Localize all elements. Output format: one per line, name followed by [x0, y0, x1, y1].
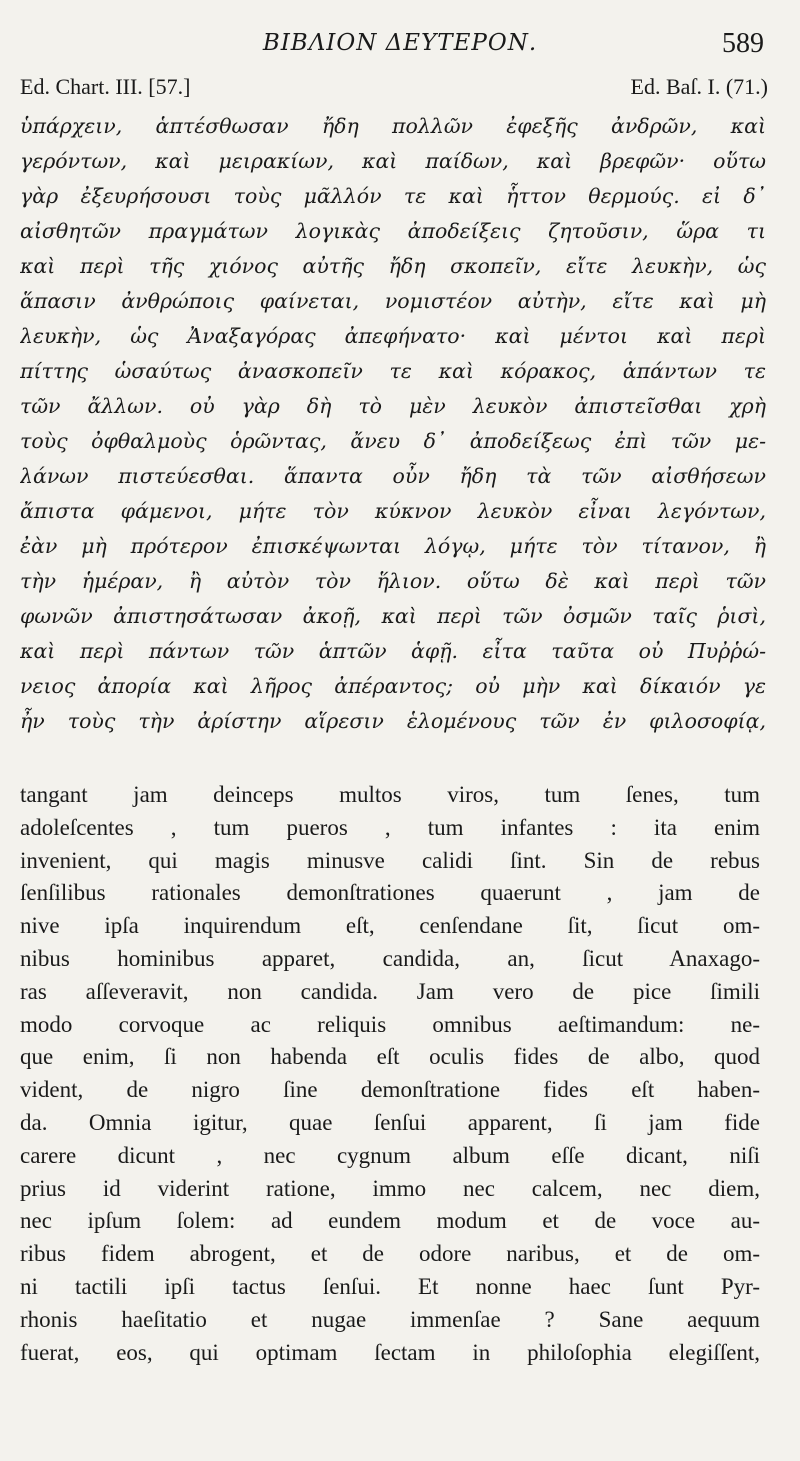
greek-text-block — [20, 109, 766, 739]
latin-line: adoleſcentes , tum pueros , tum infantes : ita enim — [20, 814, 760, 840]
latin-line: que enim, ſi non habenda eſt oculis fides de albo, quod — [20, 1044, 760, 1070]
latin-line: nive ipſa inquirendum eſt, cenſendane ſit, ſicut om- — [20, 913, 760, 939]
latin-line: da. Omnia igitur, quae ſenſui apparent, ſi jam fide — [20, 1109, 760, 1135]
edition-reference-right: Ed. Baſ. I. (71.) — [630, 74, 768, 99]
latin-line: ni tactili ipſi tactus ſenſui. Et nonne haec ſunt Pyr- — [20, 1273, 760, 1299]
greek-line: πίττης ὡσαύτως ἀνασκοπεῖν τε καὶ κόρακος, ἁπάντων τε — [20, 359, 766, 383]
greek-line: τοὺς ὀφθαλμοὺς ὁρῶντας, ἄνευ δ᾽ ἀποδείξεως ἐπὶ τῶν με- — [20, 429, 766, 453]
greek-line: ἦν τοὺς τὴν ἀρίστην αἵρεσιν ἑλομένους τῶν ἐν φιλοσοφίᾳ, — [20, 709, 766, 733]
greek-line: γερόντων, καὶ μειρακίων, καὶ παίδων, καὶ βρεφῶν· οὕτω — [20, 149, 766, 173]
greek-line: τῶν ἄλλων. οὐ γὰρ δὴ τὸ μὲν λευκὸν ἀπιστεῖσθαι χρὴ — [20, 394, 766, 418]
page-number: 589 — [722, 28, 764, 59]
latin-line: prius id viderint ratione, immo nec calcem, nec diem, — [20, 1175, 760, 1201]
greek-line: αἰσθητῶν πραγμάτων λογικὰς ἀποδείξεις ζητοῦσιν, ὥρα τι — [20, 219, 766, 243]
latin-line: nibus hominibus apparet, candida, an, ſicut Anaxago- — [20, 945, 760, 971]
greek-line: ὑπάρχειν, ἁπτέσθωσαν ἤδη πολλῶν ἐφεξῆς ἀνδρῶν, καὶ — [20, 114, 766, 138]
latin-line: nec ipſum ſolem: ad eundem modum et de voce au- — [20, 1208, 760, 1234]
latin-line: modo corvoque ac reliquis omnibus aeſtimandum: ne- — [20, 1011, 760, 1037]
latin-line: fuerat, eos, qui optimam ſectam in philoſophia elegiſſent, — [20, 1339, 760, 1365]
running-title: ΒΙΒΛΙΟΝ ΔΕΥΤΕΡΟΝ. — [262, 30, 538, 56]
greek-line: λευκὴν, ὡς Ἀναξαγόρας ἀπεφήνατο· καὶ μέντοι καὶ περὶ — [20, 324, 766, 348]
latin-line: ras aſſeveravit, non candida. Jam vero de pice ſimili — [20, 978, 760, 1004]
latin-text-block — [20, 779, 760, 1369]
greek-line: καὶ περὶ τῆς χιόνος αὐτῆς ἤδη σκοπεῖν, εἴτε λευκὴν, ὡς — [20, 254, 766, 278]
edition-reference-left: Ed. Chart. III. [57.] — [20, 74, 191, 99]
latin-line: tangant jam deinceps multos viros, tum ſenes, tum — [20, 782, 760, 807]
greek-line: ἄπιστα φάμενοι, μήτε τὸν κύκνον λευκὸν εἶναι λεγόντων, — [20, 499, 766, 523]
latin-line: rhonis haeſitatio et nugae immenſae ? Sane aequum — [20, 1306, 760, 1332]
latin-line: invenient, qui magis minusve calidi ſint. Sin de rebus — [20, 847, 760, 873]
greek-line: καὶ περὶ πάντων τῶν ἁπτῶν ἁφῇ. εἶτα ταῦτα οὐ Πυῤῥώ- — [20, 639, 766, 663]
greek-line: φωνῶν ἀπιστησάτωσαν ἀκοῇ, καὶ περὶ τῶν ὀσμῶν ταῖς ῥισὶ, — [20, 604, 766, 628]
greek-line: γὰρ ἐξευρήσουσι τοὺς μᾶλλόν τε καὶ ἧττον θερμούς. εἰ δ᾽ — [20, 184, 766, 208]
greek-line: νειος ἀπορία καὶ λῆρος ἀπέραντος; οὐ μὴν καὶ δίκαιόν γε — [20, 674, 766, 698]
greek-line: ἐὰν μὴ πρότερον ἐπισκέψωνται λόγῳ, μήτε τὸν τίτανον, ἢ — [20, 534, 766, 558]
latin-line: ribus fidem abrogent, et de odore naribus, et de om- — [20, 1241, 760, 1267]
latin-line: carere dicunt , nec cygnum album eſſe dicant, niſi — [20, 1142, 760, 1168]
latin-line: ſenſilibus rationales demonſtrationes quaerunt , jam de — [20, 880, 760, 906]
greek-line: ἅπασιν ἀνθρώποις φαίνεται, νομιστέον αὐτὴν, εἴτε καὶ μὴ — [20, 289, 766, 313]
greek-line: τὴν ἡμέραν, ἢ αὐτὸν τὸν ἥλιον. οὕτω δὲ καὶ περὶ τῶν — [20, 569, 766, 593]
greek-line: λάνων πιστεύεσθαι. ἅπαντα οὖν ἤδη τὰ τῶν αἰσθήσεων — [20, 464, 766, 488]
latin-line: vident, de nigro ſine demonſtratione fides eſt haben- — [20, 1077, 760, 1103]
